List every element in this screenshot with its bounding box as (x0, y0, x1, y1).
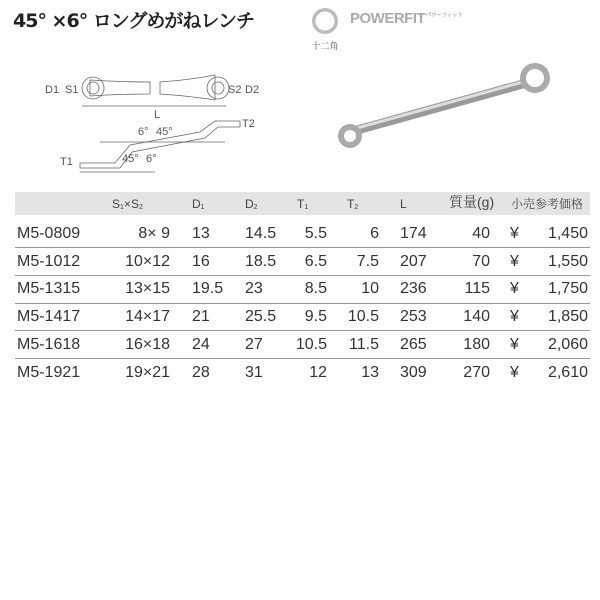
cell-t2: 7.5 (356, 252, 379, 270)
cell-yen: ¥ (510, 225, 519, 242)
cell-d1: 19.5 (192, 280, 224, 298)
cell-size: 8× 9 (138, 225, 170, 242)
cell-t2: 10.5 (347, 308, 379, 326)
cell-price: 1,450 (547, 225, 588, 242)
cell-d2: 27 (245, 335, 263, 353)
cell-l: 265 (400, 335, 427, 353)
cell-t1: 8.5 (304, 280, 327, 298)
header-t1: $T_1$ (297, 197, 309, 211)
cell-size: 13×15 (125, 280, 170, 298)
twelve-point-label: 十二角 (311, 42, 339, 52)
cell-price: 1,550 (547, 252, 588, 270)
label-d2: D2 (245, 84, 260, 96)
cell-t1: 5.5 (304, 225, 327, 242)
cell-price: 2,610 (547, 363, 588, 381)
cell-weight: 40 (472, 225, 490, 242)
cell-t1: 12 (309, 363, 327, 381)
cell-d1: 24 (192, 335, 210, 353)
cell-t1: 10.5 (295, 335, 327, 353)
cell-size: 16×18 (125, 335, 170, 353)
product-title: 45° ×6° ロングめがねレンチ (13, 10, 254, 32)
cell-model: M5-1618 (17, 335, 81, 353)
cell-d1: 28 (192, 363, 210, 381)
cell-l: 207 (400, 252, 427, 270)
cell-price: 2,060 (547, 335, 588, 353)
cell-yen: ¥ (510, 280, 519, 298)
powerfit-logo: $POWERFIT^{パワーフィット}$ (350, 10, 463, 27)
cell-t2: 10 (361, 280, 379, 298)
row-divider (15, 247, 590, 248)
cell-t2: 6 (370, 225, 379, 242)
header-d1: $D_1$ (192, 197, 205, 211)
twelve-point-badge (305, 6, 345, 52)
label-angle6-bottom: 6° (146, 153, 157, 165)
cell-model: M5-1921 (17, 363, 81, 381)
row-divider (15, 303, 590, 304)
cell-l: 174 (400, 225, 427, 242)
label-d1: D1 (45, 84, 60, 96)
cell-d2: 14.5 (245, 225, 277, 242)
label-s1: S1 (65, 84, 79, 96)
label-angle45-top: 45° (156, 126, 173, 138)
header-s1xs2: $S_1\times S_2$ (112, 197, 143, 211)
cell-d2: 31 (245, 363, 263, 381)
cell-d2: 25.5 (245, 308, 277, 326)
cell-size: 10×12 (125, 252, 170, 270)
cell-model: M5-1417 (17, 308, 81, 326)
cell-t2: 11.5 (349, 335, 379, 353)
wrench-photo (330, 60, 570, 160)
cell-price: 1,850 (547, 308, 588, 326)
row-divider (15, 275, 590, 276)
dimension-diagram (20, 60, 280, 180)
row-divider (15, 330, 590, 331)
cell-t1: 9.5 (304, 308, 327, 326)
label-l: L (154, 109, 161, 121)
cell-l: 309 (400, 363, 427, 381)
row-divider (15, 358, 590, 359)
cell-l: 236 (400, 280, 427, 298)
header-l: L (400, 197, 407, 211)
header-weight: 質量(g) (449, 194, 495, 210)
cell-d2: 18.5 (245, 252, 277, 270)
cell-weight: 180 (463, 335, 490, 353)
header-price: 小売参考価格 (511, 197, 584, 211)
cell-model: M5-0809 (17, 225, 81, 242)
cell-weight: 270 (463, 363, 490, 381)
cell-yen: ¥ (510, 335, 519, 353)
cell-price: 1,750 (547, 280, 588, 298)
cell-l: 253 (400, 308, 427, 326)
cell-weight: 115 (464, 280, 490, 298)
label-angle45-bottom: 45° (122, 153, 139, 165)
label-t2: T2 (242, 118, 255, 130)
cell-d2: 23 (245, 280, 263, 298)
cell-weight: 70 (472, 252, 490, 270)
label-t1: T1 (60, 156, 73, 168)
cell-d1: 13 (192, 225, 210, 242)
cell-yen: ¥ (510, 363, 519, 381)
cell-size: 14×17 (125, 308, 170, 326)
cell-weight: 140 (463, 308, 490, 326)
label-s2: S2 (228, 84, 242, 96)
cell-yen: ¥ (510, 252, 519, 270)
cell-t2: 13 (361, 363, 379, 381)
cell-t1: 6.5 (304, 252, 327, 270)
header-d2: $D_2$ (245, 197, 258, 211)
label-angle6-top: 6° (138, 126, 149, 138)
cell-model: M5-1012 (17, 252, 81, 270)
twelve-point-icon (310, 6, 340, 36)
cell-size: 19×21 (125, 363, 170, 381)
cell-model: M5-1315 (17, 280, 81, 298)
cell-yen: ¥ (510, 308, 519, 326)
cell-d1: 21 (192, 308, 210, 326)
header-t2: $T_2$ (347, 197, 359, 211)
cell-d1: 16 (192, 252, 210, 270)
